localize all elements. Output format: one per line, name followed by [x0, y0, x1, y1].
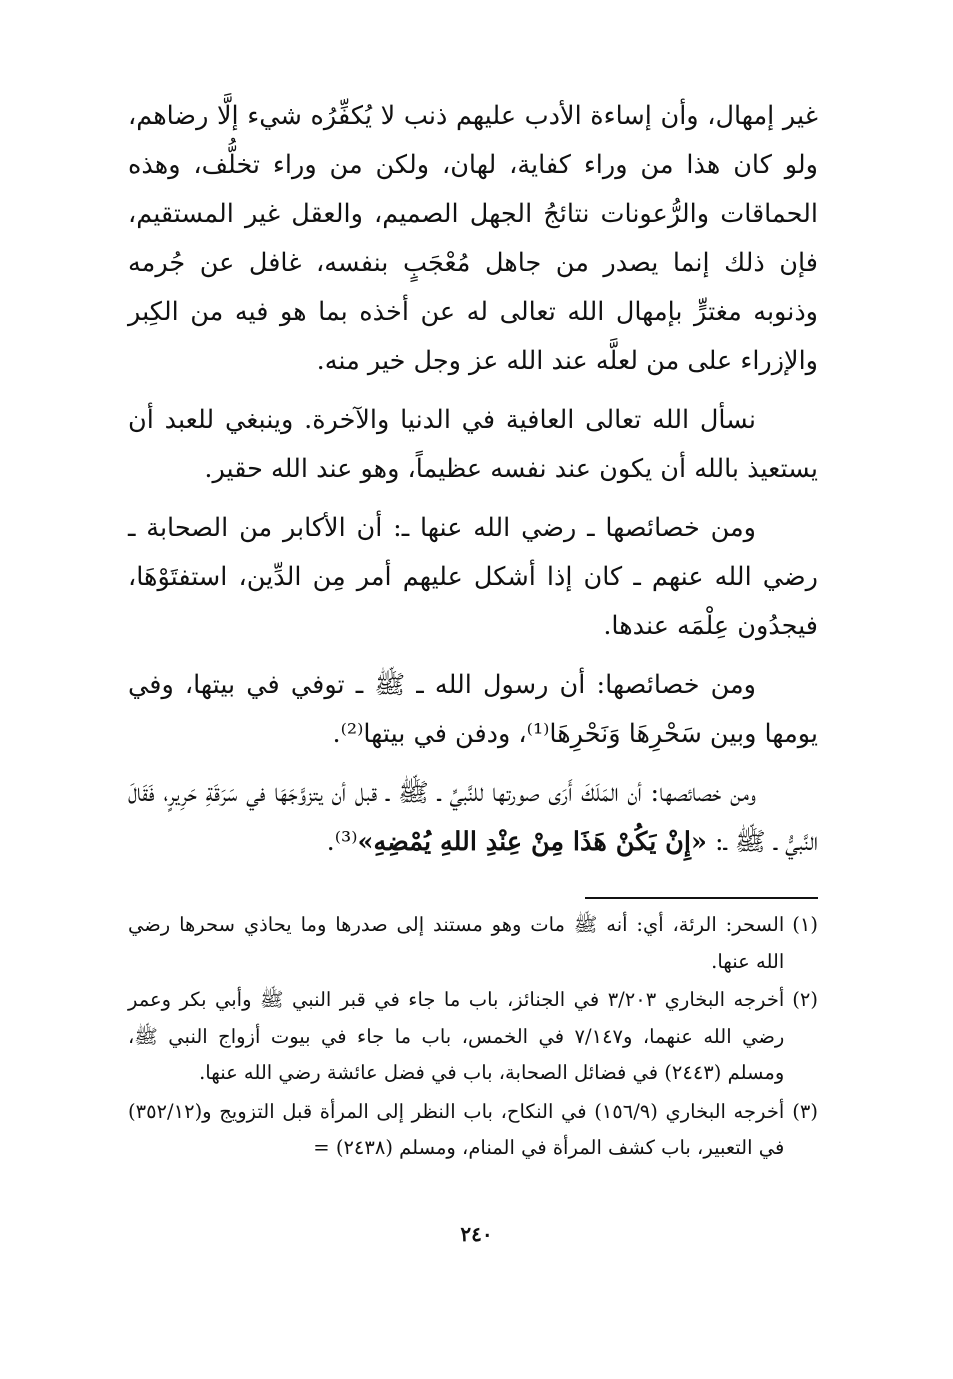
paragraph-5: [128, 769, 818, 867]
footnote-text: السحر: الرئة، أي: أنه ﷺ مات وهو مستند إلى صدرها وما يحاذي سحرها رضي الله عنها.: [128, 913, 785, 973]
paragraph-2: نسأل الله تعالى العافية في الدنيا والآخرة. وينبغي للعبد أن يستعيذ بالله أن يكون عند نفسه عظيماً، وهو عند الله حقير.: [128, 405, 818, 484]
footnote-3: [128, 1094, 818, 1167]
footnotes: [128, 907, 818, 1169]
footnote-text: أخرجه البخاري ٣/٢٠٣ في الجنائز، باب ما جاء في قبر النبي ﷺ وأبي بكر وعمر رضي الله عنهما، و٧/١٤٧ في الخمس، باب ما جاء في بيوت أزواج النبي ﷺ، ومسلم (٢٤٤٣) في فضائل الصحابة، باب في فضل عائشة رضي الله عنها.: [128, 988, 785, 1084]
footnote-text: أخرجه البخاري (١٥٦/٩) في النكاح، باب النظر إلى المرأة قبل التزويج و(٣٥٢/١٢) في التعبير، باب كشف المرأة في المنام، ومسلم (٢٤٣٨) =: [128, 1099, 785, 1159]
paragraph-3: ومن خصائصها ـ رضي الله عنها ـ: أن الأكابر من الصحابة ـ رضي الله عنهم ـ كان إذا أشكل عليهم أمر مِن الدِّين، استفتَوْهَا، فيجدُون عِلْمَه عندها.: [128, 513, 818, 641]
paragraph-5-footnote-ref: ⁽³⁾.: [326, 827, 358, 857]
footnote-number: (٣): [792, 1099, 818, 1123]
footnote-number: (١): [792, 913, 818, 936]
paragraph-4: ومن خصائصها: أن رسول الله ـ ﷺ ـ توفي في بيتها، وفي يومها وبين سَحْرِهَا وَنَحْرِهَا⁽¹⁾، ودفن في بيتها⁽²⁾.: [128, 670, 818, 749]
footnote-2: [128, 982, 818, 1092]
hadith-quote: «إِنْ يَكُنْ هَذَا مِنْ عِنْدِ اللهِ يُمْضِهِ»: [357, 827, 707, 857]
page-number: ٢٤٠: [460, 1222, 493, 1246]
paragraph-5-text: ومن خصائصها: أن المَلَكَ أَرَى صورتها للنَّبيِّ ـ ﷺ ـ قبل أن يتزوَّجَهَا في سَرَقَةِ حَرِيرٍ، فَقَالَ النَّبيُّ ـ ﷺ ـ:: [128, 778, 818, 857]
footnote-separator: [585, 897, 818, 899]
footnote-number: (٢): [792, 988, 818, 1011]
main-text: [128, 92, 818, 877]
footnote-1: [128, 907, 818, 980]
paragraph-1: غير إمهال، وأن إساءة الأدب عليهم ذنب لا يُكفِّرُه شيء إلَّا رضاهم، ولو كان هذا من وراء كفاية، لهان، ولكن من وراء تخلُّف، وهذه الحماقات والرُّعونات نتائجُ الجهل الصميم، والعقل غير المستقيم، فإن ذلك إنما يصدر من جاهل مُعْجَبٍ بنفسه، غافل عن جُرمه وذنوبه مغترٍّ بإمهال الله تعالى له عن أخذه بما هو فيه من الكِبر والإزراء على من لعلَّه عند الله عز وجل خير منه.: [128, 101, 818, 376]
